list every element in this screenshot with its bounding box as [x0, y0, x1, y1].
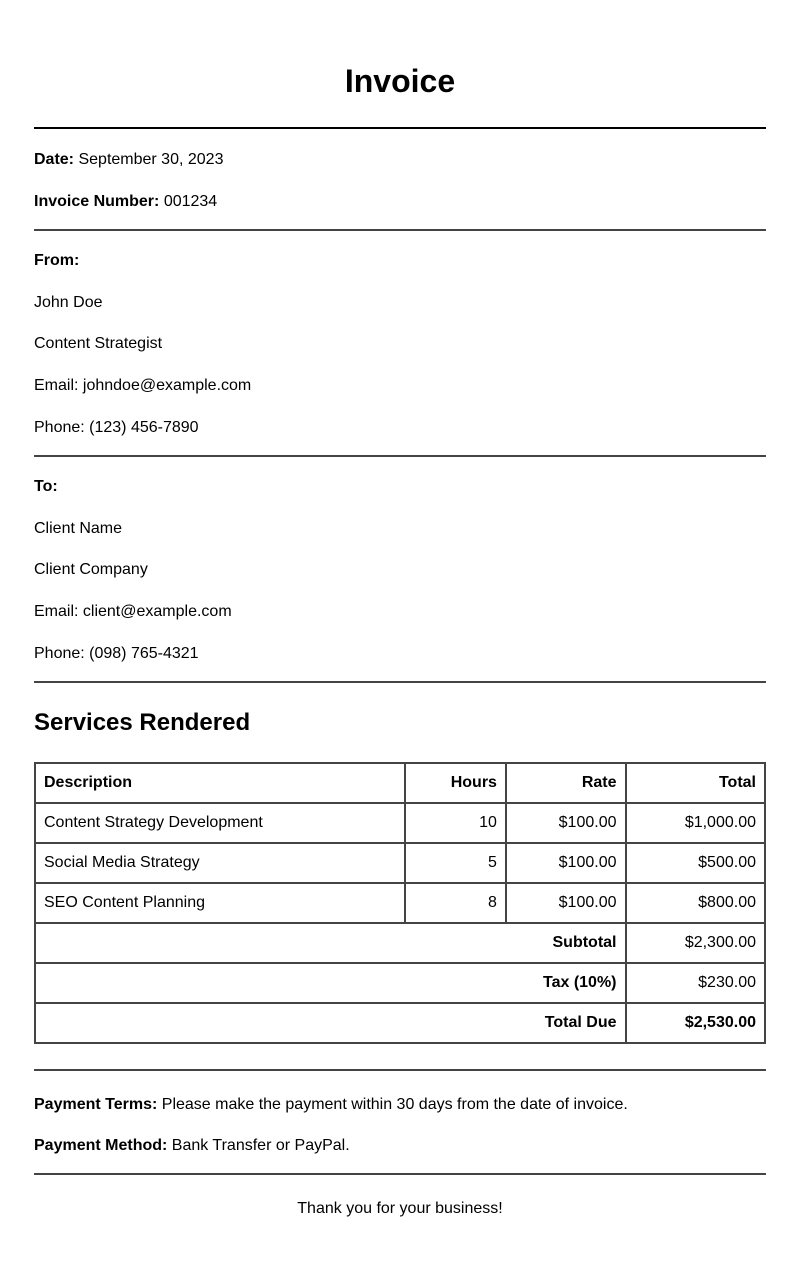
- divider: [34, 1173, 766, 1175]
- column-header-rate: Rate: [506, 763, 626, 803]
- tax-label: Tax (10%): [35, 963, 626, 1003]
- divider: [34, 681, 766, 683]
- service-rate: $100.00: [506, 843, 626, 883]
- payment-method-label: Payment Method:: [34, 1137, 168, 1154]
- total-due-label: Total Due: [35, 1003, 626, 1043]
- to-block: [34, 477, 58, 497]
- service-hours: 10: [405, 803, 506, 843]
- from-phone: Phone: (123) 456-7890: [34, 419, 199, 436]
- payment-method-value: Bank Transfer or PayPal.: [171, 1137, 350, 1154]
- to-email: Email: client@example.com: [34, 603, 232, 620]
- service-hours: 8: [405, 883, 506, 923]
- table-row: [35, 803, 765, 843]
- subtotal-value: $2,300.00: [626, 923, 766, 963]
- from-label: From:: [34, 252, 80, 269]
- service-hours: 5: [405, 843, 506, 883]
- invoice-number-value: 001234: [163, 193, 218, 210]
- date-label: Date:: [34, 151, 75, 168]
- divider: [34, 1069, 766, 1071]
- invoice-number-line: [34, 192, 217, 212]
- payment-terms-value: Please make the payment within 30 days from the date of invoice.: [161, 1096, 628, 1113]
- table-header-row: [35, 763, 765, 803]
- service-description: Content Strategy Development: [35, 803, 405, 843]
- payment-method-line: [34, 1136, 350, 1156]
- service-total: $800.00: [626, 883, 766, 923]
- subtotal-label: Subtotal: [35, 923, 626, 963]
- table-row: [35, 883, 765, 923]
- divider: [34, 127, 766, 129]
- column-header-total: Total: [626, 763, 766, 803]
- invoice-number-label: Invoice Number:: [34, 193, 160, 210]
- to-name: Client Name: [34, 520, 123, 537]
- invoice-title: Invoice: [344, 63, 456, 99]
- column-header-description: Description: [35, 763, 405, 803]
- from-block: [34, 251, 79, 271]
- payment-terms-label: Payment Terms:: [34, 1096, 158, 1113]
- service-total: $1,000.00: [626, 803, 766, 843]
- column-header-hours: Hours: [405, 763, 506, 803]
- service-description: SEO Content Planning: [35, 883, 405, 923]
- to-company: Client Company: [34, 561, 148, 578]
- tax-row: [35, 963, 765, 1003]
- from-name: John Doe: [34, 294, 103, 311]
- date-value: September 30, 2023: [78, 151, 224, 168]
- divider: [34, 229, 766, 231]
- to-label: To:: [34, 478, 58, 495]
- to-phone: Phone: (098) 765-4321: [34, 645, 199, 662]
- total-due-value: $2,530.00: [626, 1003, 766, 1043]
- services-table: [34, 762, 766, 1044]
- service-total: $500.00: [626, 843, 766, 883]
- from-email: Email: johndoe@example.com: [34, 377, 252, 394]
- service-rate: $100.00: [506, 883, 626, 923]
- from-title: Content Strategist: [34, 335, 163, 352]
- thank-you-note: Thank you for your business!: [297, 1200, 503, 1217]
- payment-terms-line: [34, 1095, 628, 1115]
- tax-value: $230.00: [626, 963, 766, 1003]
- service-rate: $100.00: [506, 803, 626, 843]
- date-line: [34, 150, 223, 170]
- subtotal-row: [35, 923, 765, 963]
- service-description: Social Media Strategy: [35, 843, 405, 883]
- table-row: [35, 843, 765, 883]
- total-due-row: [35, 1003, 765, 1043]
- divider: [34, 455, 766, 457]
- services-heading: Services Rendered: [34, 709, 251, 736]
